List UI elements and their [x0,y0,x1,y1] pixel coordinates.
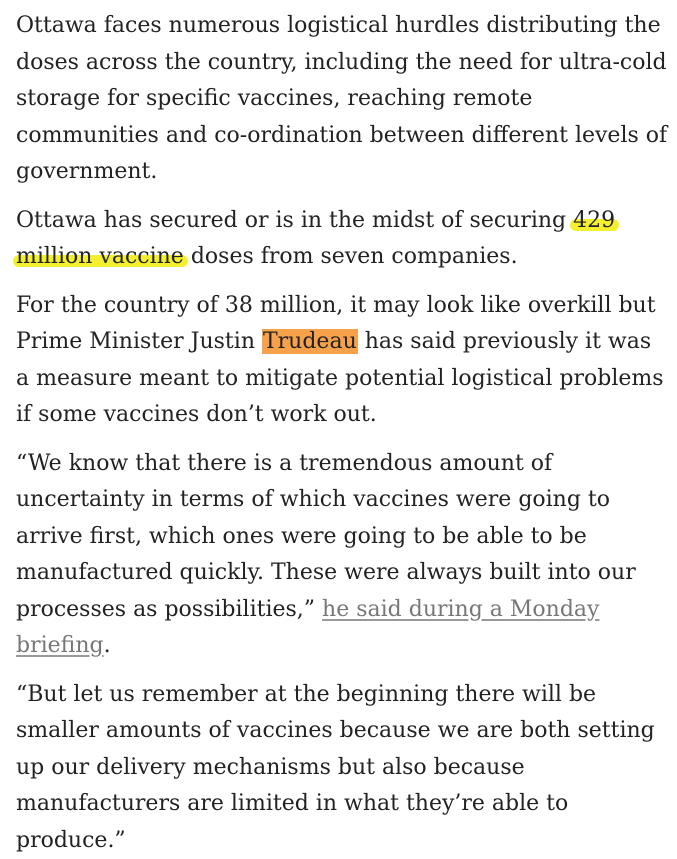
briefing-link[interactable]: he said during a Monday briefing [16,597,599,659]
paragraph-doses-lead: Ottawa has secured or is in the midst of securing [16,208,573,233]
highlight-trudeau: Trudeau [262,329,358,354]
paragraph-logistics-text: Ottawa faces numerous logistical hurdles distributing the doses across the country, including the need for ultra-cold storage for specific vaccines, reaching remote communities and co-ordination between different levels of government. [16,13,667,184]
paragraph-quote-uncertainty [16,446,668,665]
paragraph-doses [16,203,668,276]
paragraph-overkill-lead: For the country of 38 million, it may look like overkill but Prime Minister Justin [16,293,656,355]
paragraph-overkill-tail: has said previously it was a measure meant to mitigate potential logistical problems if some vaccines don’t work out. [16,329,664,427]
quote-smaller-amounts-text: “But let us remember at the beginning there will be smaller amounts of vaccines because we are both setting up our delivery mechanisms but also because manufacturers are limited in what they’re able to produce.” [16,682,655,853]
quote-uncertainty-end: . [104,633,111,658]
paragraph-doses-tail: doses from seven companies. [184,244,518,269]
highlight-429: 429 [573,208,615,233]
paragraph-logistics [16,8,668,191]
paragraph-overkill [16,288,668,434]
quote-uncertainty-text: “We know that there is a tremendous amount of uncertainty in terms of which vaccines were going to arrive first, which ones were going to be able to be manufactured quickly. These were always built into our processes as possibilities,” [16,451,636,622]
highlight-million-vaccine: million vaccine [16,244,184,269]
paragraph-quote-smaller-amounts [16,677,668,859]
